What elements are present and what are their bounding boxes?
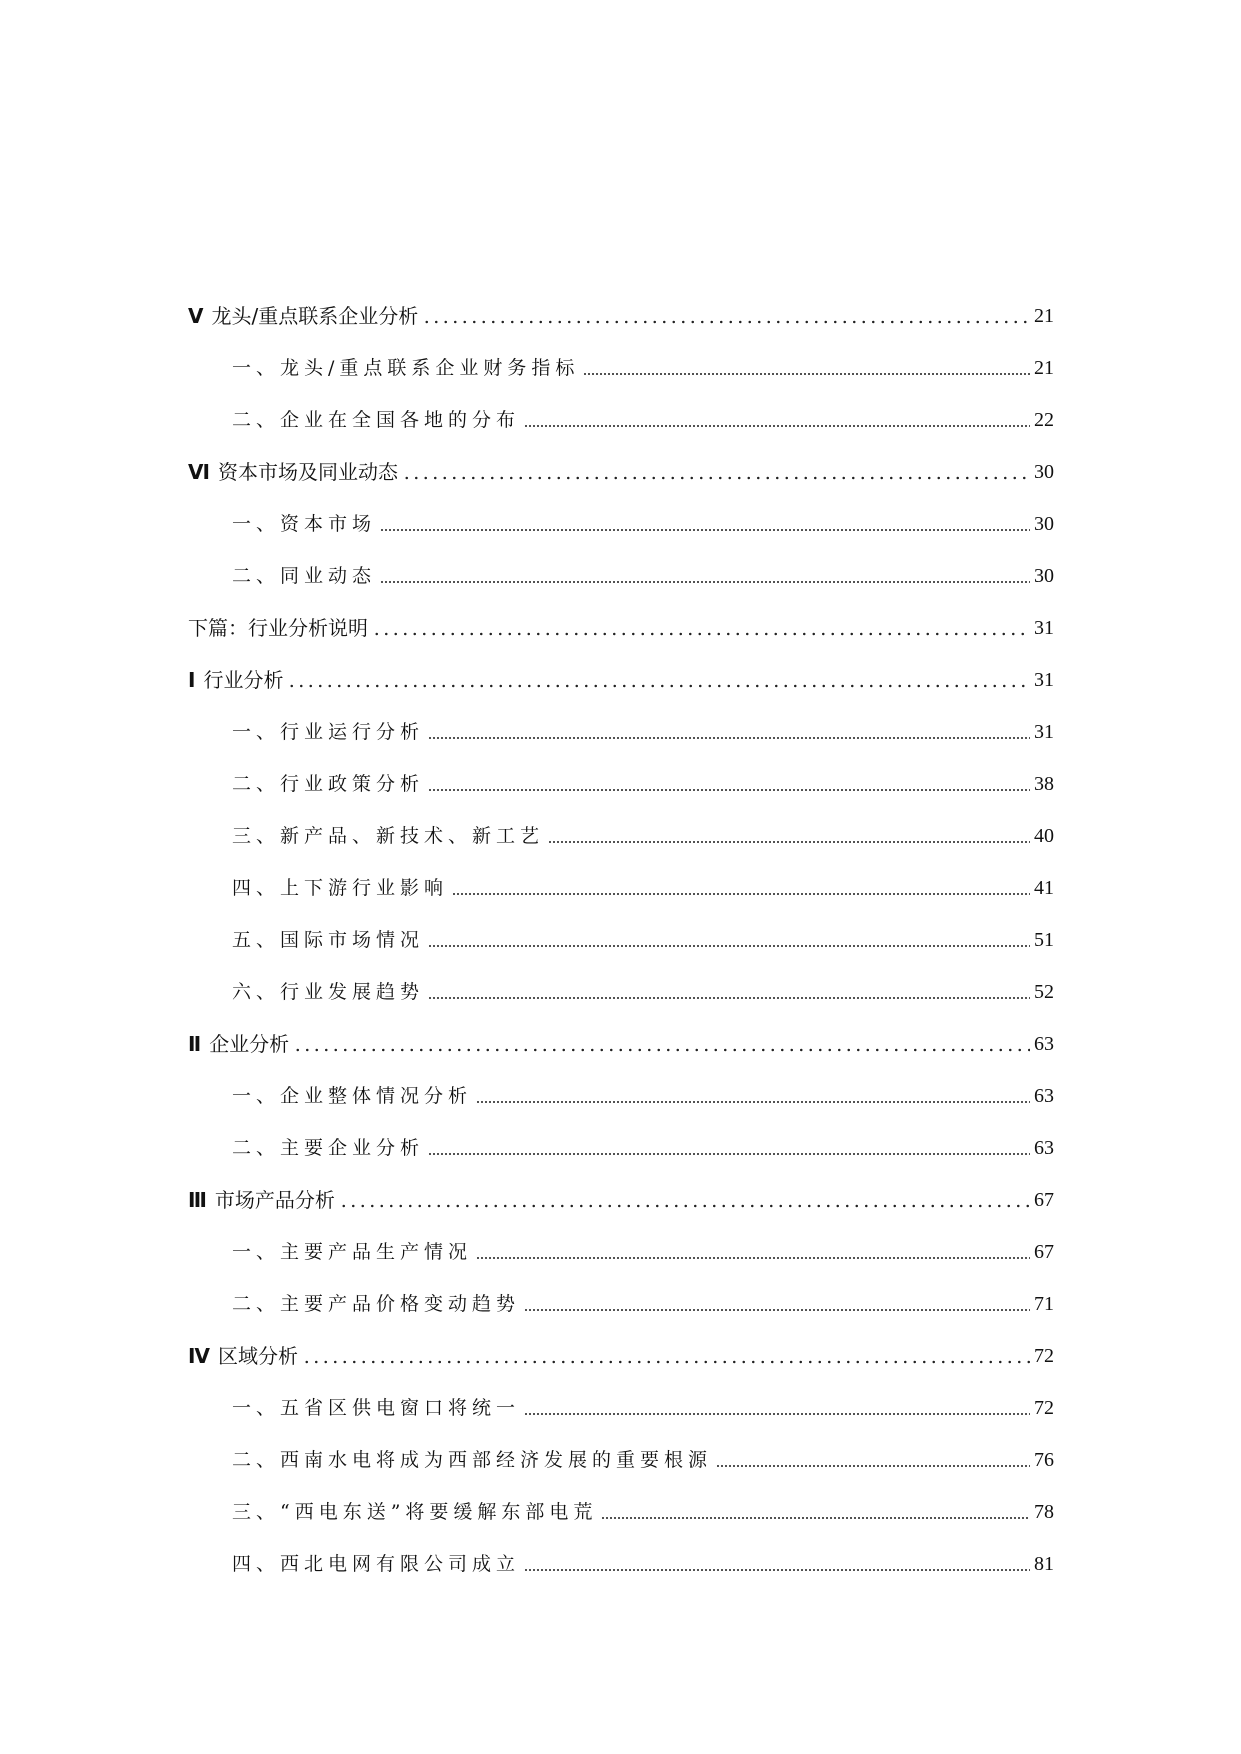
toc-entry-label	[232, 1084, 472, 1108]
toc-entry-page-number: 71	[1034, 1293, 1054, 1315]
dot-leader	[601, 1500, 1030, 1520]
toc-entry-chapter[interactable]	[188, 668, 1054, 720]
toc-entry-title: 一、企业整体情况分析	[232, 1085, 473, 1107]
toc-entry-numeral: Ⅲ	[188, 1188, 207, 1212]
toc-entry-section[interactable]	[188, 928, 1054, 980]
dot-leader	[293, 1032, 1030, 1052]
dot-leader	[428, 1136, 1030, 1156]
toc-entry-chapter[interactable]	[188, 304, 1054, 356]
toc-entry-title: 行业分析	[203, 668, 284, 692]
toc-entry-label	[188, 1188, 335, 1212]
toc-entry-section[interactable]	[188, 356, 1054, 408]
toc-entry-label	[232, 1396, 520, 1420]
toc-entry-label	[232, 1240, 472, 1264]
toc-entry-section[interactable]	[188, 1136, 1054, 1188]
toc-entry-chapter[interactable]	[188, 616, 1054, 668]
toc-entry-chapter[interactable]	[188, 1344, 1054, 1396]
toc-entry-section[interactable]	[188, 1552, 1054, 1604]
toc-entry-label	[232, 772, 424, 796]
toc-entry-page-number: 72	[1034, 1345, 1054, 1367]
dot-leader	[287, 668, 1030, 688]
dot-leader	[524, 1292, 1030, 1312]
toc-entry-chapter[interactable]	[188, 1032, 1054, 1084]
dot-leader	[716, 1448, 1030, 1468]
toc-entry-numeral: Ⅱ	[188, 1032, 202, 1056]
dot-leader	[524, 1396, 1030, 1416]
toc-entry-label	[232, 824, 544, 848]
toc-entry-title: 一、五省区供电窗口将统一	[232, 1397, 521, 1419]
toc-entry-title: 二、行业政策分析	[232, 773, 425, 795]
toc-entry-page-number: 31	[1034, 617, 1054, 639]
toc-entry-label	[232, 980, 424, 1004]
dot-leader	[339, 1188, 1030, 1208]
dot-leader	[422, 304, 1030, 324]
toc-entry-label	[232, 928, 424, 952]
toc-entry-label	[232, 408, 520, 432]
dot-leader	[548, 824, 1030, 844]
toc-entry-page-number: 21	[1034, 305, 1054, 327]
toc-entry-section[interactable]	[188, 772, 1054, 824]
toc-entry-title: 六、行业发展趋势	[232, 981, 425, 1003]
toc-entry-label	[232, 876, 448, 900]
toc-entry-title: 市场产品分析	[214, 1188, 335, 1212]
toc-entry-page-number: 22	[1034, 409, 1054, 431]
toc-entry-title: 五、国际市场情况	[232, 929, 425, 951]
toc-entry-title: 一、主要产品生产情况	[232, 1241, 473, 1263]
toc-entry-label	[232, 1292, 520, 1316]
toc-entry-section[interactable]	[188, 1084, 1054, 1136]
toc-entry-title: 四、上下游行业影响	[232, 877, 449, 899]
dot-leader	[380, 512, 1030, 532]
toc-entry-page-number: 31	[1034, 669, 1054, 691]
toc-entry-page-number: 63	[1034, 1033, 1054, 1055]
toc-entry-title: 三、“西电东送”将要缓解东部电荒	[232, 1501, 598, 1523]
toc-entry-page-number: 63	[1034, 1137, 1054, 1159]
toc-entry-page-number: 38	[1034, 773, 1054, 795]
toc-entry-numeral: Ⅵ	[188, 460, 210, 484]
toc-entry-page-number: 21	[1034, 357, 1054, 379]
toc-entry-title: 一、资本市场	[232, 513, 377, 535]
toc-entry-title: 三、新产品、新技术、新工艺	[232, 825, 545, 847]
toc-entry-title: 一、行业运行分析	[232, 721, 425, 743]
toc-entry-label	[188, 304, 418, 328]
dot-leader	[428, 772, 1030, 792]
toc-entry-title: 二、企业在全国各地的分布	[232, 409, 521, 431]
toc-entry-section[interactable]	[188, 1396, 1054, 1448]
dot-leader	[452, 876, 1030, 896]
toc-entry-section[interactable]	[188, 408, 1054, 460]
dot-leader	[372, 616, 1030, 636]
dot-leader	[428, 720, 1030, 740]
toc-entry-label	[188, 1032, 289, 1056]
toc-entry-label	[232, 512, 376, 536]
toc-entry-page-number: 67	[1034, 1241, 1054, 1263]
dot-leader	[428, 980, 1030, 1000]
toc-entry-title: 资本市场及同业动态	[217, 460, 398, 484]
toc-entry-label	[188, 1344, 298, 1368]
toc-entry-page-number: 31	[1034, 721, 1054, 743]
toc-entry-numeral: Ⅳ	[188, 1344, 210, 1368]
toc-entry-chapter[interactable]	[188, 1188, 1054, 1240]
toc-entry-title: 二、同业动态	[232, 565, 377, 587]
toc-entry-label	[232, 564, 376, 588]
table-of-contents	[188, 304, 1054, 1604]
toc-entry-page-number: 78	[1034, 1501, 1054, 1523]
toc-entry-section[interactable]	[188, 980, 1054, 1032]
toc-entry-page-number: 67	[1034, 1189, 1054, 1211]
toc-entry-page-number: 40	[1034, 825, 1054, 847]
toc-entry-page-number: 41	[1034, 877, 1054, 899]
dot-leader	[302, 1344, 1030, 1364]
dot-leader	[524, 1552, 1030, 1572]
toc-entry-page-number: 72	[1034, 1397, 1054, 1419]
toc-entry-numeral: Ⅴ	[188, 304, 204, 328]
toc-entry-section[interactable]	[188, 1448, 1054, 1500]
toc-entry-section[interactable]	[188, 1240, 1054, 1292]
toc-entry-section[interactable]	[188, 876, 1054, 928]
toc-entry-label	[188, 668, 283, 692]
toc-entry-label	[232, 356, 579, 380]
toc-entry-section[interactable]	[188, 1500, 1054, 1552]
toc-entry-page-number: 30	[1034, 565, 1054, 587]
toc-entry-title: 一、龙头/重点联系企业财务指标	[232, 357, 580, 379]
toc-entry-section[interactable]	[188, 512, 1054, 564]
toc-entry-numeral: Ⅰ	[188, 668, 196, 692]
toc-entry-section[interactable]	[188, 824, 1054, 876]
toc-entry-title: 企业分析	[209, 1032, 290, 1056]
toc-entry-page-number: 63	[1034, 1085, 1054, 1107]
dot-leader	[428, 928, 1030, 948]
toc-entry-title: 四、西北电网有限公司成立	[232, 1553, 521, 1575]
toc-entry-page-number: 30	[1034, 461, 1054, 483]
toc-entry-label	[232, 1448, 712, 1472]
dot-leader	[583, 356, 1030, 376]
toc-entry-page-number: 81	[1034, 1553, 1054, 1575]
toc-entry-page-number: 52	[1034, 981, 1054, 1003]
dot-leader	[402, 460, 1030, 480]
toc-entry-chapter[interactable]	[188, 460, 1054, 512]
toc-entry-label	[188, 460, 398, 484]
toc-entry-title: 二、西南水电将成为西部经济发展的重要根源	[232, 1449, 713, 1471]
toc-entry-page-number: 76	[1034, 1449, 1054, 1471]
dot-leader	[476, 1084, 1030, 1104]
toc-entry-title: 区域分析	[217, 1344, 298, 1368]
toc-entry-section[interactable]	[188, 1292, 1054, 1344]
toc-entry-label	[232, 1552, 520, 1576]
toc-entry-label	[188, 616, 368, 640]
toc-entry-title: 下篇：行业分析说明	[188, 616, 368, 640]
toc-entry-label	[232, 720, 424, 744]
dot-leader	[476, 1240, 1030, 1260]
toc-entry-label	[232, 1136, 424, 1160]
dot-leader	[524, 408, 1030, 428]
toc-entry-page-number: 30	[1034, 513, 1054, 535]
toc-entry-page-number: 51	[1034, 929, 1054, 951]
toc-entry-title: 龙头/重点联系企业分析	[211, 304, 419, 328]
dot-leader	[380, 564, 1030, 584]
toc-entry-section[interactable]	[188, 564, 1054, 616]
toc-entry-section[interactable]	[188, 720, 1054, 772]
toc-entry-title: 二、主要企业分析	[232, 1137, 425, 1159]
toc-entry-title: 二、主要产品价格变动趋势	[232, 1293, 521, 1315]
toc-entry-label	[232, 1500, 597, 1524]
